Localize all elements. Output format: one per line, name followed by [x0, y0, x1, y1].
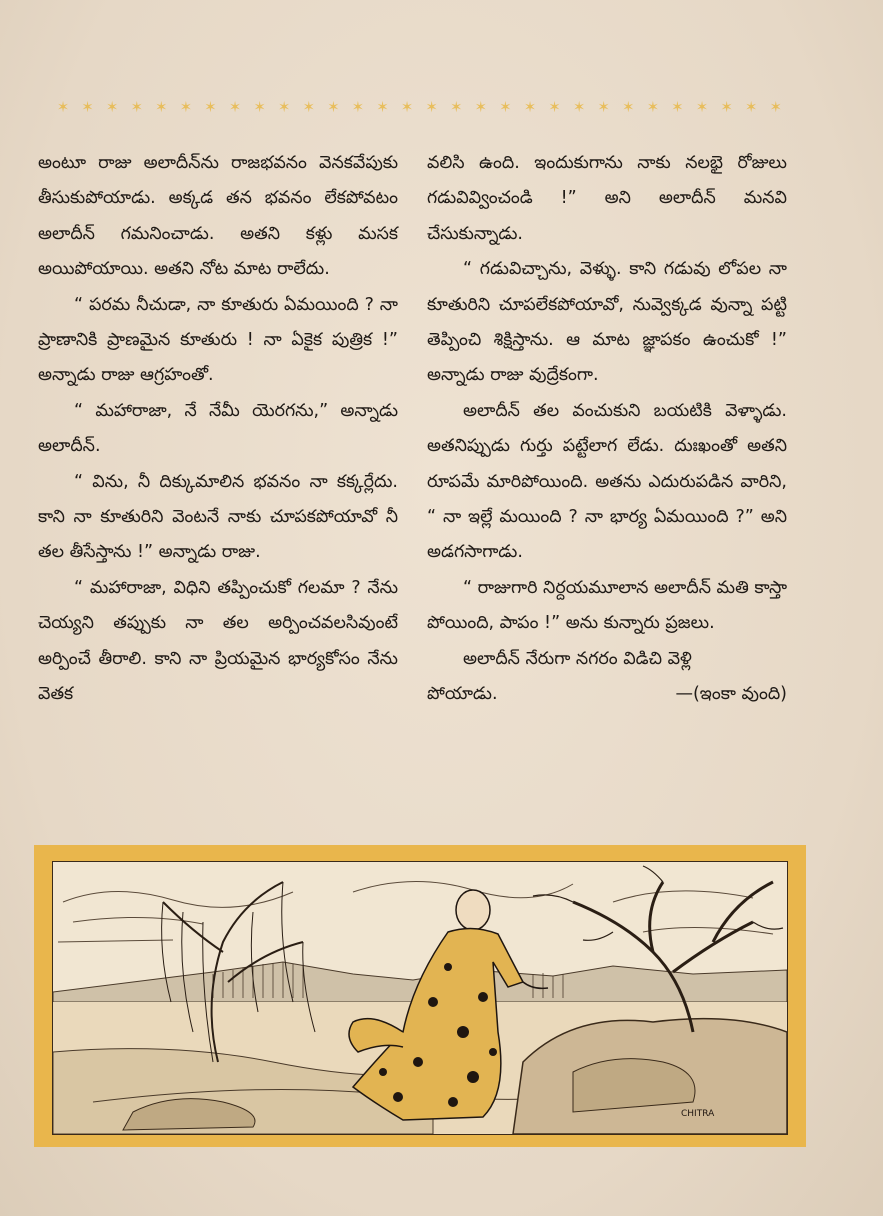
closing-text: పోయాడు.: [427, 684, 498, 705]
ornament-motif-icon: ✶: [720, 98, 733, 116]
left-text-column: [38, 146, 398, 713]
paragraph: “ మహారాజా, విధిని తప్పించుకో గలమా ? నేను చెయ్యని తప్పుకు నా తల అర్పించవలసివుంటే అర్పించే తీరాలి. కాని నా ప్రియమైన భార్యకోసం నేను వెతక: [38, 577, 398, 705]
paragraph: వలిసి ఉంది. ఇందుకుగాను నాకు నలభై రోజులు గడువివ్వించండి !” అని అలాదీన్ మనవి చేసుకున్నాడు.: [427, 153, 787, 244]
right-text-column: [427, 146, 787, 713]
ornament-motif-icon: ✶: [523, 98, 537, 116]
ornament-motif-icon: ✶: [277, 98, 291, 116]
ornament-motif-icon: ✶: [327, 98, 340, 116]
ornament-motif-icon: ✶: [425, 98, 438, 116]
ornament-motif-icon: ✶: [449, 98, 463, 116]
ornament-motif-icon: ✶: [769, 98, 783, 116]
ornament-motif-icon: ✶: [376, 98, 389, 116]
ornament-motif-icon: ✶: [228, 98, 242, 116]
ornament-motif-icon: ✶: [351, 98, 365, 116]
ornament-motif-icon: ✶: [548, 98, 561, 116]
ornament-motif-icon: ✶: [302, 98, 316, 116]
to-be-continued-note: —(ఇంకా వుంది): [675, 684, 787, 705]
ornament-motif-icon: ✶: [400, 98, 414, 116]
decorative-ornament-border: [52, 96, 787, 118]
ornament-motif-icon: ✶: [56, 98, 70, 116]
paragraph: అంటూ రాజు అలాదీన్‌ను రాజభవనం వెనకవేపుకు తీసుకుపోయాడు. అక్కడ తన భవనం లేకపోవటం అలాదీన్ గమనించాడు. అతని కళ్లు మసక అయిపోయాయి. అతని నోట మాట రాలేదు.: [38, 153, 398, 280]
closing-line: [427, 677, 787, 712]
ornament-motif-icon: ✶: [179, 98, 193, 116]
ornament-motif-icon: ✶: [155, 98, 168, 116]
ornament-motif-icon: ✶: [105, 98, 119, 116]
ornament-motif-icon: ✶: [597, 98, 610, 116]
ornament-motif-icon: ✶: [695, 98, 709, 116]
illustration: [52, 861, 788, 1135]
ornament-motif-icon: ✶: [499, 98, 512, 116]
paragraph: “ పరమ నీచుడా, నా కూతురు ఏమయింది ? నా ప్రాణానికి ప్రాణమైన కూతురు ! నా ఏకైక పుత్రిక !” అన్నాడు రాజు ఆగ్రహంతో.: [38, 294, 398, 386]
ornament-motif-icon: ✶: [744, 98, 758, 116]
paragraph: “ విను, నీ దిక్కుమాలిన భవనం నా కక్కర్లేదు. కాని నా కూతురిని వెంటనే నాకు చూపకపోయావో నీ తల తీసేస్తాను !” అన్నాడు రాజు.: [38, 471, 398, 563]
ornament-motif-icon: ✶: [204, 98, 217, 116]
ornament-motif-icon: ✶: [622, 98, 635, 116]
ornament-motif-icon: ✶: [253, 98, 266, 116]
artist-signature: CHITRA: [681, 1109, 715, 1119]
ornament-motif-icon: ✶: [646, 98, 660, 116]
aladdin-wandering-illustration: [53, 862, 787, 1134]
paragraph: “ రాజుగారి నిర్దయమూలాన అలాదీన్ మతి కాస్తా పోయింది, పాపం !” అను కున్నారు ప్రజలు.: [427, 577, 787, 634]
ornament-motif-icon: ✶: [130, 98, 144, 116]
ornament-motif-icon: ✶: [671, 98, 684, 116]
ornament-motif-icon: ✶: [572, 98, 586, 116]
paragraph: అలాదీన్ నేరుగా నగరం విడిచి వెళ్లి: [463, 648, 692, 669]
illustration-frame: [34, 845, 806, 1147]
paragraph: “ గడువిచ్చాను, వెళ్ళు. కాని గడువు లోపల నా కూతురిని చూపలేకపోయావో, నువ్వెక్కడ వున్నా పట్టి తెప్పించి శిక్షిస్తాను. ఆ మాట జ్ఞాపకం ఉంచుకో !” అన్నాడు రాజు వుద్రేకంగా.: [427, 259, 787, 386]
paragraph: అలాదీన్ తల వంచుకుని బయటికి వెళ్ళాడు. అతనిప్పుడు గుర్తు పట్టేలాగ లేడు. దుఃఖంతో అతని రూపమే మారిపోయింది. అతను ఎదురుపడిన వారిని, “ నా ఇల్లే మయింది ? నా భార్య ఏమయింది ?” అని అడగసాగాడు.: [427, 400, 787, 563]
paragraph: “ మహారాజా, నే నేమీ యెరగను,” అన్నాడు అలాదీన్.: [38, 400, 398, 457]
ornament-motif-icon: ✶: [474, 98, 488, 116]
ornament-motif-icon: ✶: [81, 98, 94, 116]
